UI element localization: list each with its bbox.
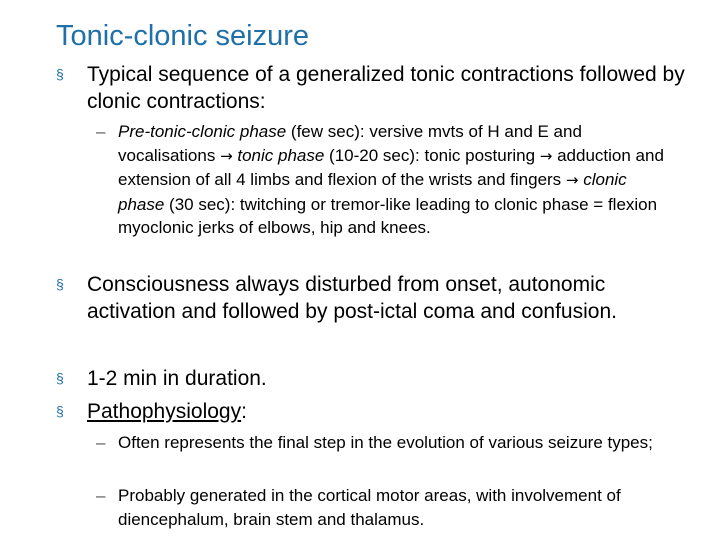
right-arrow-icon: →: [220, 146, 233, 165]
bullet-duration: [56, 365, 696, 392]
right-arrow-icon: →: [539, 146, 553, 165]
sub-bullet-marker: –: [96, 433, 106, 452]
sub-bullet-text: [118, 120, 676, 240]
right-arrow-icon: →: [565, 171, 579, 189]
pathophysiology-colon: :: [241, 400, 247, 423]
bullet-consciousness: [56, 271, 696, 325]
sub-bullet-text: Probably generated in the cortical motor areas, with involvement of diencephalum, brain stem and thalamus.: [118, 486, 621, 529]
bullet-text: Consciousness always disturbed from onset, autonomic activation and followed by post-ictal coma and confusion.: [87, 273, 617, 323]
bullet-text: 1-2 min in duration.: [87, 367, 267, 390]
bullet-marker: §: [56, 403, 64, 419]
phase-pre-tonic-clonic: Pre-tonic-clonic phase: [118, 122, 287, 141]
sub-bullet-generated: [96, 484, 676, 531]
bullet-marker: §: [56, 276, 64, 292]
sub-bullet-phases: [96, 120, 676, 240]
pathophysiology-label: Pathophysiology: [87, 400, 242, 423]
slide-title: Tonic-clonic seizure: [56, 20, 310, 52]
bullet-marker: §: [56, 66, 64, 82]
sub-bullet-text: Often represents the final step in the evolution of various seizure types;: [118, 433, 653, 452]
sub-bullet-marker: –: [96, 122, 106, 141]
phase-tonic-desc: (10-20 sec): tonic posturing: [324, 145, 540, 165]
sub-bullet-final-step: [96, 431, 676, 455]
bullet-pathophysiology: [56, 398, 696, 425]
phase-clonic: clonic phase: [118, 170, 627, 214]
bullet-typical-sequence: [56, 61, 696, 115]
bullet-marker: §: [56, 370, 64, 386]
phase-tonic: tonic phase: [237, 145, 325, 165]
bullet-text: [87, 398, 696, 425]
sub-bullet-marker: –: [96, 486, 106, 505]
phase-clonic-desc: (30 sec): twitching or tremor-like leading to clonic phase = flexion myoclonic jerks of elbows, hip and knees.: [118, 194, 658, 237]
bullet-text: Typical sequence of a generalized tonic contractions followed by clonic contractions:: [87, 63, 685, 113]
phase-pre-tonic-clonic-desc: (few sec): versive mvts of H and E and vocalisations: [118, 122, 582, 165]
phase-tonic-cont: adduction and extension of all 4 limbs and flexion of the wrists and fingers: [118, 145, 664, 189]
